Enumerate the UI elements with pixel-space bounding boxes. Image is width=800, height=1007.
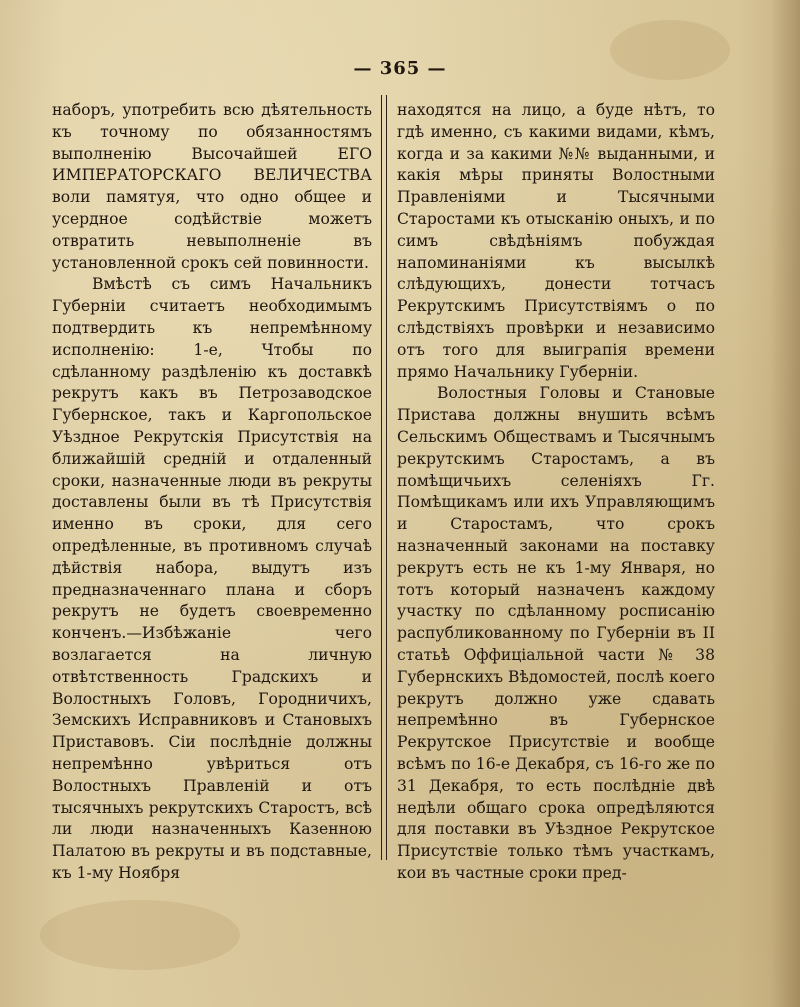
right-paragraph-2: Волостныя Головы и Становые Пристава должны внушить всѣмъ Сельскимъ Обществамъ и Тысячнымъ рекрутскимъ Старостамъ, а въ помѣщичьихъ селеніяхъ Гг. Помѣщикамъ или ихъ Управляющимъ и Старостамъ, что срокъ назначенный законами на поставку рекрутъ есть не къ 1-му Января, но тотъ который назначенъ каждому участку по сдѣланному росписанію распубликованному по Губерніи въ II статьѣ Оффиціальной части № 38 Губернскихъ Вѣдомостей, послѣ коего рекрутъ должно уже сдавать непремѣнно въ Губернское Рекрутское Присутствіе и вообще всѣмъ по 16-е Декабря, съ 16-го же по 31 Декабря, то есть послѣдніе двѣ недѣли общаго срока опредѣляются для поставки въ Уѣздное Рекрутское Присутствіе только тѣмъ участкамъ, кои въ частные сроки пред-: [397, 384, 716, 882]
left-paragraph-2: Вмѣстѣ съ симъ Начальникъ Губерніи считаетъ необходимымъ подтвердить къ непремѣнному исполненію: 1-е, Чтобы по сдѣланному раздѣленію къ доставкѣ рекрутъ какъ въ Петрозаводское Губернское, такъ и Каргопольское Уѣздное Рекрутскія Присутствія на ближайшій средній и отдаленный сроки, назначенные люди въ рекруты доставлены были въ тѣ Присутствія именно въ сроки, для сего опредѣленные, въ противномъ случаѣ дѣйствія набора, выдутъ изъ предназначеннаго плана и сборъ рекрутъ не будетъ своевременно конченъ.—Избѣжаніе чего возлагается на личную отвѣтственность Градскихъ и Волостныхъ Головъ, Городничихъ, Земскихъ Исправниковъ и Становыхъ Приставовъ. Сіи послѣдніе должны непремѣнно увѣриться отъ Волостныхъ Правленій и отъ тысячныхъ рекрутскихъ Старостъ, всѣ ли люди назначенныхъ Казенною Палатою въ рекруты и въ подставные, къ 1-му Ноября: [52, 275, 372, 882]
left-paragraph-1: наборъ, употребить всю дѣятельность къ точному по обязанностямъ выполненію Высочайшей ЕГО ИМПЕРАТОРСКАГО ВЕЛИЧЕСТВА воли памятуя, что одно общее и усердное содѣйствіе можетъ отвратить невыполненіе въ установленной срокъ сей повинности.: [52, 101, 372, 272]
page-edge-shadow: [770, 0, 800, 1007]
paper-stain: [40, 900, 240, 970]
right-column: [397, 100, 715, 885]
column-divider: [381, 95, 387, 860]
page-number: — 365 —: [353, 58, 447, 79]
right-paragraph-1: находятся на лицо, а буде нѣтъ, то гдѣ именно, съ какими видами, кѣмъ, когда и за какими №№ выданными, и какія мѣры приняты Волостными Правленіями и Тысячными Старостами къ отысканію оныхъ, и по симъ свѣдѣніямъ побуждая напоминаніями къ высылкѣ слѣдующихъ, донести тотчасъ Рекрутскимъ Присутствіямъ о по слѣдствіяхъ провѣрки и независимо отъ того для выиграпія времени прямо Начальнику Губерніи.: [397, 101, 715, 381]
left-column: [52, 100, 372, 885]
